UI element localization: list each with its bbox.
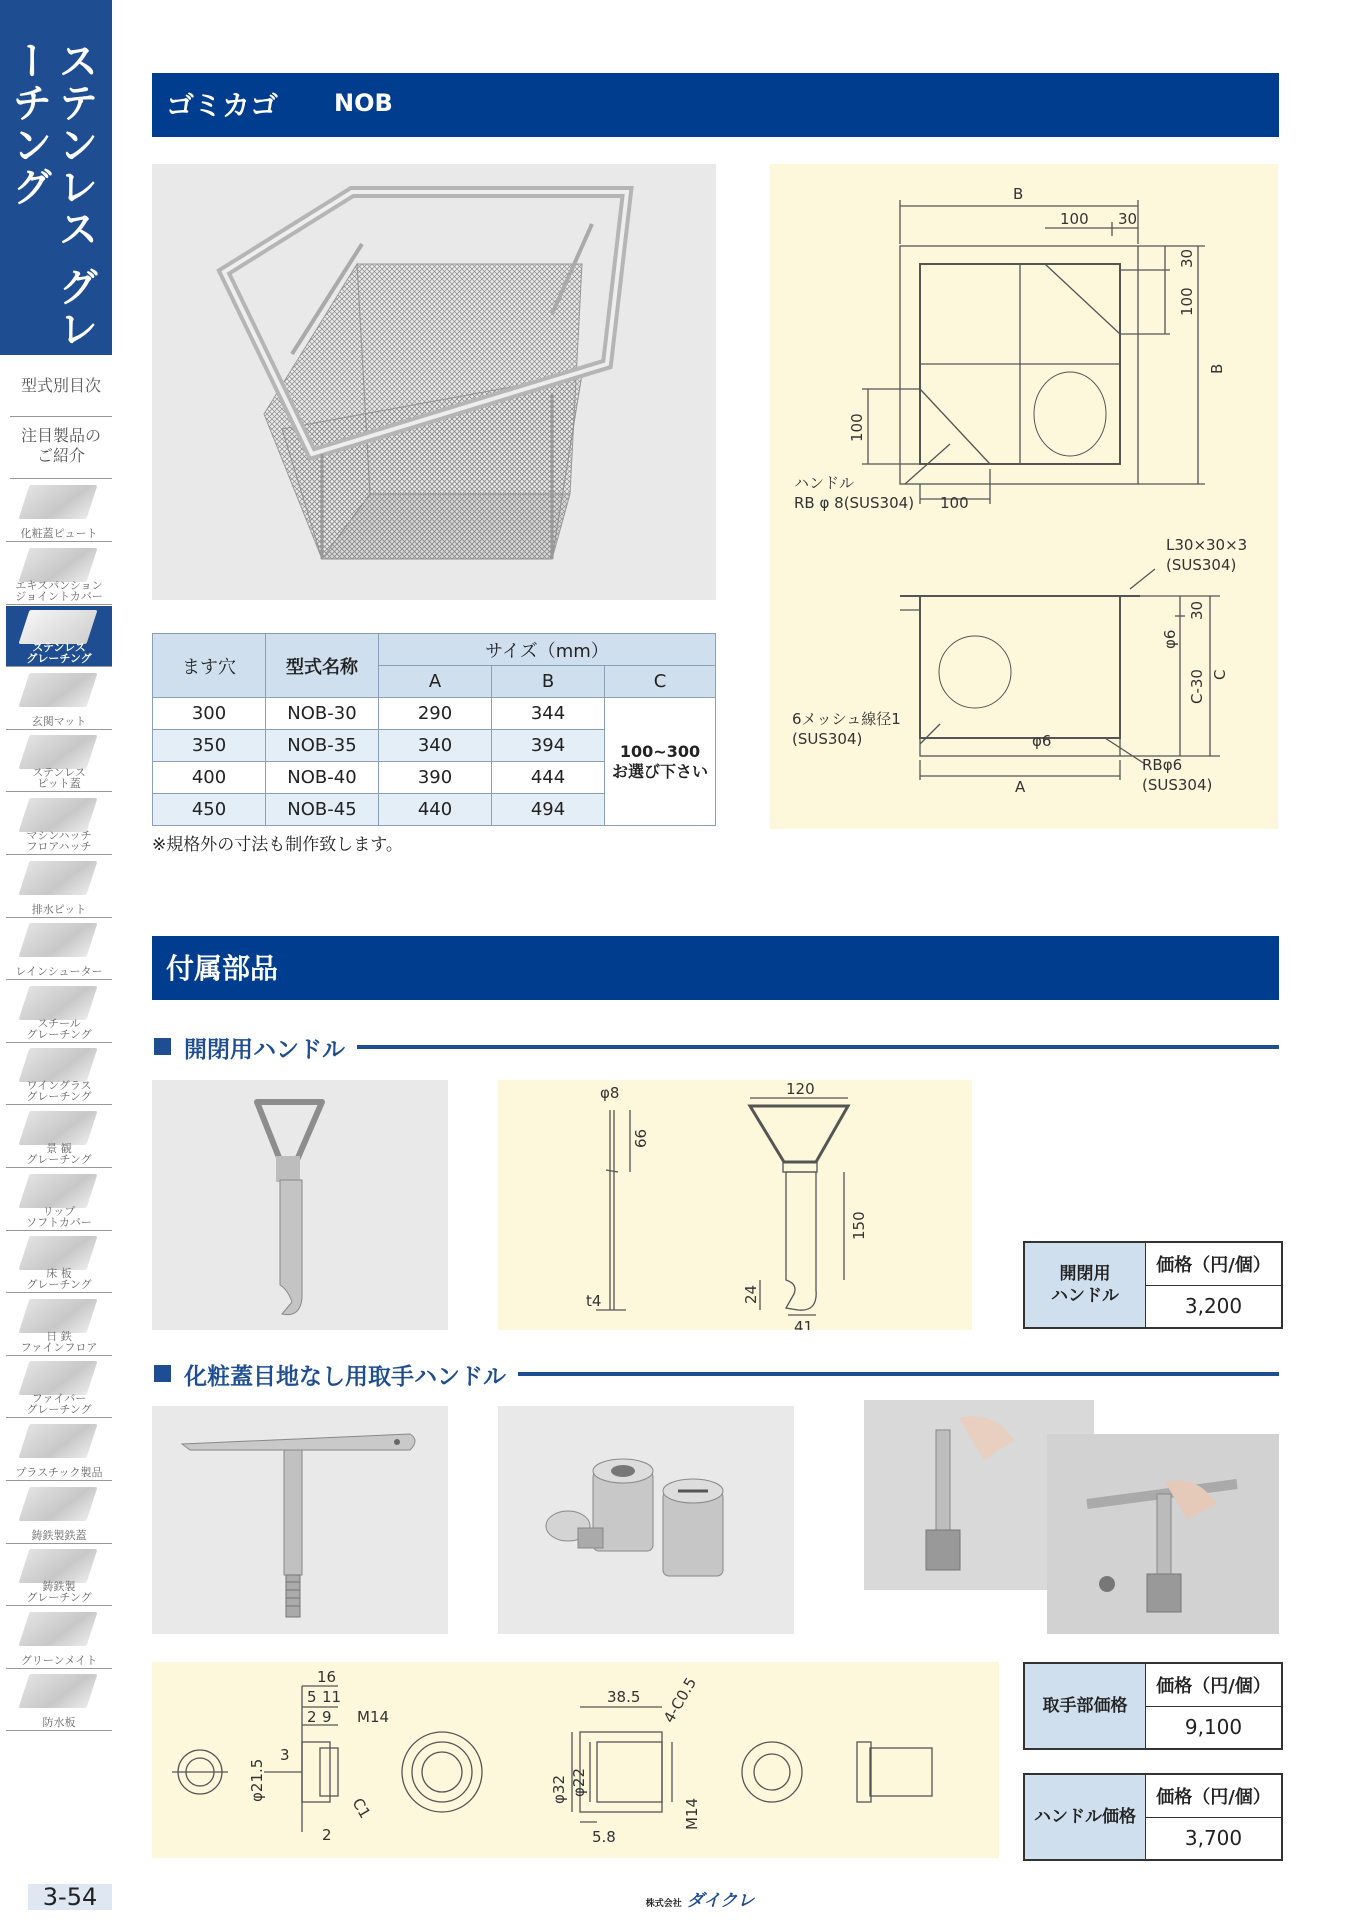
sidebar-item-label: 鋳鉄製 グレーチング	[26, 1580, 92, 1604]
dim-3: 3	[280, 1746, 290, 1764]
table-note: ※規格外の寸法も制作致します。	[152, 835, 403, 855]
sidebar-item-label: マシンハッチ フロアハッチ	[26, 829, 92, 853]
price-value: 3,200	[1184, 1294, 1243, 1318]
price-label: 取手部価格	[1025, 1664, 1146, 1748]
sidebar-link-model-index[interactable]	[10, 372, 112, 417]
section-model: NOB	[334, 89, 393, 117]
sidebar-item[interactable]	[6, 1170, 112, 1231]
dim-b-top: B	[1013, 185, 1024, 203]
sidebar-item[interactable]	[6, 1420, 112, 1481]
angle-material: (SUS304)	[1166, 556, 1237, 574]
th-masu: ます穴	[153, 634, 266, 698]
company-name: ダイクレ	[686, 1891, 755, 1911]
dim-100-bottom: 100	[940, 494, 969, 512]
dim-phi32: φ32	[550, 1775, 568, 1804]
section-title: 付属部品	[166, 952, 279, 985]
spec-table	[152, 633, 716, 826]
sidebar-item-thumbnail	[18, 1299, 97, 1333]
sidebar-item-thumbnail	[18, 923, 97, 957]
fitting-drawing	[152, 1662, 999, 1858]
dim-11: 11	[322, 1688, 342, 1706]
cell-model: NOB-45	[266, 794, 379, 826]
t-handle-photo	[152, 1406, 448, 1634]
cell-masu: 350	[153, 730, 266, 762]
sidebar-item[interactable]	[6, 982, 112, 1043]
sidebar-item-label: 玄関マット	[31, 715, 87, 728]
dim-9: 9	[322, 1708, 332, 1726]
dim-c30: C-30	[1188, 669, 1206, 704]
cell-b: 494	[492, 794, 605, 826]
price-label-line1: 開閉用	[1059, 1264, 1111, 1284]
sidebar-item[interactable]	[6, 1295, 112, 1356]
price-value: 3,700	[1184, 1826, 1243, 1850]
sidebar-item-label: 排水ピット	[31, 903, 87, 916]
th-b: B	[492, 666, 605, 698]
dim-38-5: 38.5	[607, 1688, 641, 1706]
sidebar-item[interactable]	[6, 857, 112, 918]
cell-b: 444	[492, 762, 605, 794]
dim-phi21-5: φ21.5	[248, 1758, 266, 1802]
dim-2b: 2	[322, 1826, 332, 1844]
usage-photo-2	[1047, 1434, 1279, 1634]
sidebar-item-thumbnail	[18, 1111, 97, 1145]
price-value: 9,100	[1184, 1715, 1243, 1739]
sidebar-item-label: リップ ソフトカバー	[26, 1205, 92, 1229]
dim-66: 66	[632, 1128, 650, 1148]
sidebar-item[interactable]	[6, 731, 112, 792]
basket-drawing	[770, 164, 1278, 829]
sidebar-item-label: 日 鉄 ファインフロア	[20, 1330, 98, 1354]
dim-41: 41	[794, 1318, 814, 1330]
cell-b: 394	[492, 730, 605, 762]
sidebar-item[interactable]	[6, 1483, 112, 1544]
rb-label: RBφ6	[1142, 756, 1183, 774]
sidebar-item-label: 化粧蓋ピュート	[20, 527, 98, 540]
angle-label: L30×30×3	[1166, 536, 1248, 554]
sidebar-item[interactable]	[6, 1357, 112, 1418]
sidebar-link-featured[interactable]	[10, 426, 112, 479]
price-header: 価格（円/個）	[1146, 1775, 1281, 1818]
page-number: 3-54	[28, 1884, 112, 1910]
subheading-grip-handle	[152, 1358, 1279, 1390]
dim-100-top: 100	[1060, 210, 1089, 228]
cell-model: NOB-30	[266, 698, 379, 730]
sidebar-item-thumbnail	[18, 1174, 97, 1208]
th-model: 型式名称	[266, 634, 379, 698]
dim-c: C	[1211, 669, 1229, 680]
sidebar-item[interactable]	[6, 1670, 112, 1731]
sidebar-category-title	[0, 0, 112, 355]
sidebar-item-thumbnail	[18, 548, 97, 582]
sidebar-item-label: ステンレス グレーチング	[26, 641, 92, 665]
dim-24: 24	[742, 1284, 760, 1304]
subheading-text: 化粧蓋目地なし用取手ハンドル	[184, 1358, 518, 1391]
sidebar-item-thumbnail	[18, 986, 97, 1020]
sidebar-title-text: ステンレス グレーチング	[6, 40, 98, 350]
dim-16: 16	[317, 1668, 337, 1686]
handle-photo	[152, 1080, 448, 1330]
sidebar-item[interactable]	[6, 1545, 112, 1606]
dim-m14: M14	[357, 1708, 390, 1726]
sidebar-item-label: レインシューター	[15, 965, 103, 978]
handle-spec: RB φ 8(SUS304)	[794, 494, 915, 512]
cell-c-line2: お選び下さい	[611, 761, 708, 781]
section-title: ゴミカゴ	[166, 89, 279, 122]
price-box-handle-only	[1023, 1773, 1283, 1861]
subheading-handle	[152, 1031, 1279, 1063]
cell-a: 390	[379, 762, 492, 794]
company-logo	[630, 1886, 770, 1911]
sidebar-item[interactable]	[6, 669, 112, 730]
handle-label: ハンドル	[794, 474, 855, 492]
sidebar-item-label: グリーンメイト	[20, 1654, 98, 1667]
price-header: 価格（円/個）	[1146, 1243, 1281, 1286]
sidebar-item-thumbnail	[18, 1048, 97, 1082]
sidebar-link-label: 注目製品の ご紹介	[20, 426, 101, 465]
dim-30-side: 30	[1188, 600, 1206, 620]
dim-t4: t4	[586, 1292, 602, 1310]
sidebar-item-thumbnail	[18, 1236, 97, 1270]
subheading-text: 開閉用ハンドル	[184, 1031, 357, 1064]
cell-masu: 300	[153, 698, 266, 730]
dim-a: A	[1015, 778, 1026, 796]
company-prefix: 株式会社	[645, 1899, 682, 1909]
cell-masu: 450	[153, 794, 266, 826]
basket-photo	[152, 164, 716, 600]
dim-c1: C1	[348, 1795, 375, 1822]
sidebar-item-thumbnail	[18, 1424, 97, 1458]
table-row	[153, 698, 716, 730]
sidebar-item-label: 防水板	[42, 1716, 76, 1729]
sidebar-link-label: 型式別目次	[20, 376, 101, 395]
dim-phi22: φ22	[570, 1768, 588, 1797]
mesh-material: (SUS304)	[792, 730, 863, 748]
dim-b-right: B	[1208, 363, 1226, 374]
cell-masu: 400	[153, 762, 266, 794]
dim-m14b: M14	[683, 1797, 701, 1830]
sidebar-item[interactable]	[6, 544, 112, 605]
sidebar-item-label: ワイングラス グレーチング	[26, 1079, 92, 1103]
sidebar-item[interactable]	[6, 1608, 112, 1669]
handle-drawing	[498, 1080, 972, 1330]
sidebar-item[interactable]	[6, 606, 112, 667]
sidebar-item-thumbnail	[18, 1549, 97, 1583]
price-label-line2: ハンドル	[1051, 1286, 1119, 1306]
price-box-handle	[1023, 1241, 1283, 1329]
dim-4-c0-5: 4-C0.5	[659, 1674, 701, 1726]
fitting-parts-photo	[498, 1406, 794, 1634]
sidebar-item-label: 景 観 グレーチング	[26, 1142, 92, 1166]
th-size: サイズ（mm）	[379, 634, 716, 666]
dim-5-8: 5.8	[592, 1828, 616, 1846]
sidebar-item-thumbnail	[18, 735, 97, 769]
price-box-grip	[1023, 1662, 1283, 1750]
sidebar-item[interactable]	[6, 1044, 112, 1105]
sidebar-item-thumbnail	[18, 1612, 97, 1646]
sidebar-item-thumbnail	[18, 861, 97, 895]
th-a: A	[379, 666, 492, 698]
section-header-accessories	[152, 936, 1279, 1000]
cell-model: NOB-35	[266, 730, 379, 762]
mesh-label: 6メッシュ線径1	[792, 710, 901, 728]
dim-30-top: 30	[1118, 210, 1138, 228]
sidebar-item[interactable]	[6, 1107, 112, 1168]
section-header-gomikago	[152, 73, 1279, 137]
dim-2a: 2	[307, 1708, 317, 1726]
sidebar-item-thumbnail	[18, 798, 97, 832]
dim-phi8: φ8	[600, 1084, 620, 1102]
sidebar-item-label: プラスチック製品	[15, 1466, 103, 1479]
cell-a: 290	[379, 698, 492, 730]
sidebar-item[interactable]	[6, 1232, 112, 1293]
sidebar-item-thumbnail	[18, 610, 97, 644]
sidebar-item-thumbnail	[18, 485, 97, 519]
sidebar-item-label: 鋳鉄製鉄蓋	[31, 1529, 87, 1542]
sidebar-item-label: ステンレス ピット蓋	[32, 766, 86, 790]
cell-model: NOB-40	[266, 762, 379, 794]
cell-a: 440	[379, 794, 492, 826]
cell-c	[605, 698, 716, 826]
dim-phi6-side: φ6	[1161, 629, 1179, 649]
dim-150: 150	[850, 1211, 868, 1240]
sidebar-item-thumbnail	[18, 1674, 97, 1708]
sidebar-item-thumbnail	[18, 1487, 97, 1521]
dim-30-right: 30	[1178, 248, 1196, 268]
sidebar-item-label: ファイバー グレーチング	[26, 1392, 92, 1416]
sidebar-item-label: エキスパンション ジョイントカバー	[15, 579, 103, 603]
sidebar-item[interactable]	[6, 794, 112, 855]
cell-b: 344	[492, 698, 605, 730]
dim-5: 5	[307, 1688, 317, 1706]
dim-100-right: 100	[1178, 287, 1196, 316]
rb-material: (SUS304)	[1142, 776, 1213, 794]
th-c: C	[605, 666, 716, 698]
dim-100-left: 100	[848, 413, 866, 442]
sidebar-item-label: スチール グレーチング	[26, 1017, 92, 1041]
price-label: ハンドル価格	[1025, 1775, 1146, 1859]
dim-phi6-bottom: φ6	[1032, 732, 1052, 750]
cell-a: 340	[379, 730, 492, 762]
cell-c-line1: 100~300	[619, 741, 701, 761]
sidebar-item-thumbnail	[18, 1361, 97, 1395]
sidebar-item[interactable]	[6, 919, 112, 980]
price-label	[1025, 1243, 1146, 1327]
price-header: 価格（円/個）	[1146, 1664, 1281, 1707]
sidebar-item-label: 床 板 グレーチング	[26, 1267, 92, 1291]
sidebar-item[interactable]	[6, 481, 112, 542]
dim-120: 120	[786, 1080, 815, 1098]
sidebar-item-thumbnail	[18, 673, 97, 707]
